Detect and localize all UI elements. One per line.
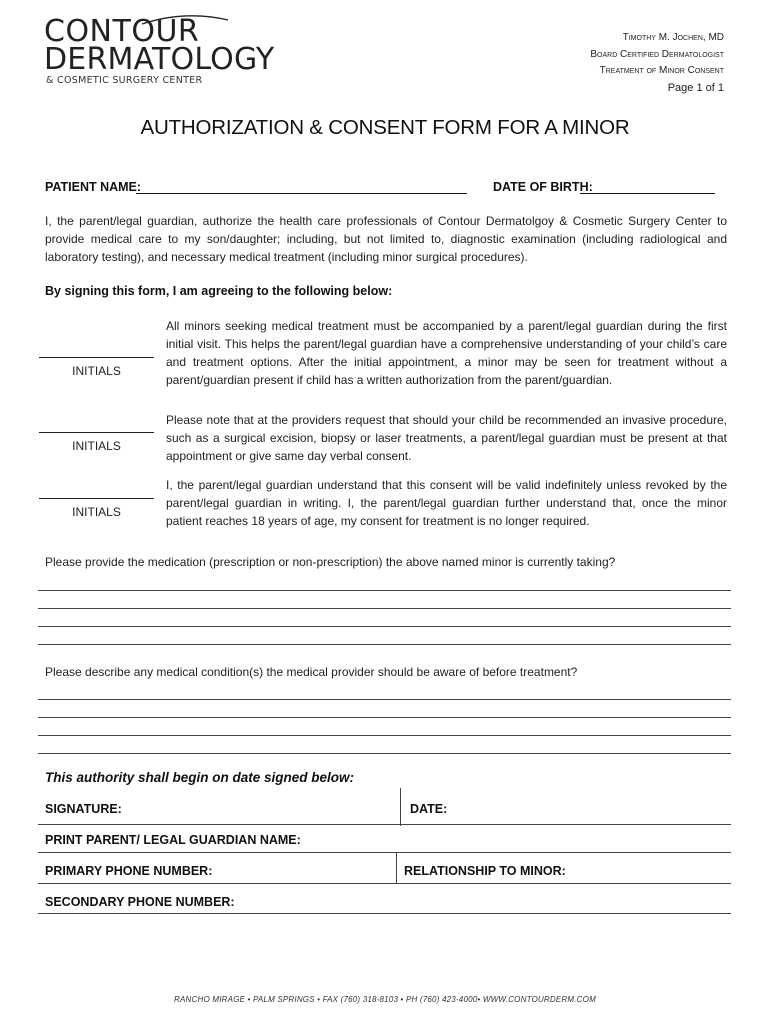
- signature-row-line[interactable]: [38, 824, 731, 825]
- print-name-label: PRINT PARENT/ LEGAL GUARDIAN NAME:: [45, 833, 301, 847]
- initials-field-2[interactable]: [39, 432, 154, 433]
- agreement-heading: By signing this form, I am agreeing to the following below:: [45, 284, 393, 298]
- initials-label-2: INITIALS: [72, 439, 121, 453]
- document-header: [590, 30, 724, 96]
- logo-line-3: & COSMETIC SURGERY CENTER: [46, 75, 203, 86]
- initials-label-3: INITIALS: [72, 505, 121, 519]
- footer-contact: RANCHO MIRAGE • PALM SPRINGS • FAX (760) 318-8103 • PH (760) 423-4000• WWW.CONTOURDERM.COM: [174, 995, 596, 1004]
- initials-field-3[interactable]: [39, 498, 154, 499]
- agreement-text-1: All minors seeking medical treatment must be accompanied by a parent/legal guardian during the first initial visit. This helps the parent/legal guardian have a comprehensive understanding of your child’s care and treatment options. After the initial appointment, a minor may be seen for treatment without a parent/guardian present if child has a written authorization from the parent/guardian.: [166, 319, 727, 387]
- condition-line-4[interactable]: [38, 753, 731, 754]
- dob-field[interactable]: [580, 180, 715, 194]
- medication-line-2[interactable]: [38, 608, 731, 609]
- medication-line-4[interactable]: [38, 644, 731, 645]
- phone-row-line[interactable]: [38, 883, 731, 884]
- logo-line-2: DERMATOLOGY: [44, 42, 275, 77]
- print-name-line[interactable]: [38, 852, 731, 853]
- doctor-credential: Board Certified Dermatologist: [590, 48, 724, 60]
- initials-field-1[interactable]: [39, 357, 154, 358]
- condition-line-1[interactable]: [38, 699, 731, 700]
- patient-name-label: PATIENT NAME:: [45, 180, 142, 194]
- document-type: Treatment of Minor Consent: [599, 65, 724, 76]
- signature-divider: [400, 788, 401, 826]
- medication-line-3[interactable]: [38, 626, 731, 627]
- medication-line-1[interactable]: [38, 590, 731, 591]
- initials-label-1: INITIALS: [72, 364, 121, 378]
- doctor-name: Timothy M. Jochen, MD: [622, 32, 724, 43]
- agreement-text-2: Please note that at the providers request that should your child be recommended an invasive procedure, such as a surgical excision, biopsy or laser treatments, a parent/legal guardian must be present at that appointment or give same day verbal consent.: [166, 413, 727, 463]
- condition-question: Please describe any medical condition(s) the medical provider should be aware of before treatment?: [45, 665, 578, 679]
- secondary-phone-label: SECONDARY PHONE NUMBER:: [45, 895, 235, 909]
- date-label: DATE:: [410, 802, 448, 816]
- condition-line-2[interactable]: [38, 717, 731, 718]
- patient-name-field[interactable]: [136, 180, 467, 194]
- form-title: AUTHORIZATION & CONSENT FORM FOR A MINOR: [140, 116, 630, 139]
- dob-label: DATE OF BIRTH:: [493, 180, 593, 194]
- condition-line-3[interactable]: [38, 735, 731, 736]
- logo-line-1: CONTOUR: [44, 14, 200, 49]
- phone-divider: [396, 852, 397, 884]
- relationship-label: RELATIONSHIP TO MINOR:: [404, 864, 566, 878]
- page-number: Page 1 of 1: [667, 81, 724, 94]
- agreement-text-3: I, the parent/legal guardian understand that this consent will be valid indefinitely unless revoked by the parent/legal guardian in writing. I, the parent/legal guardian further understand that, once the minor patient reaches 18 years of age, my consent for treatment is no longer required.: [166, 478, 727, 528]
- clinic-logo: [44, 14, 275, 90]
- signature-label: SIGNATURE:: [45, 802, 122, 816]
- primary-phone-label: PRIMARY PHONE NUMBER:: [45, 864, 213, 878]
- medication-question: Please provide the medication (prescription or non-prescription) the above named minor is currently taking?: [45, 555, 616, 569]
- intro-paragraph: I, the parent/legal guardian, authorize the health care professionals of Contour Dermatolgoy & Cosmetic Surgery Center to provide medical care to my son/daughter; including, but not limited to, diagnostic examination (including radiological and laboratory testing), and necessary medical treatment (including minor surgical procedures).: [45, 214, 727, 264]
- secondary-phone-line[interactable]: [38, 913, 731, 914]
- authority-heading: This authority shall begin on date signed below:: [45, 770, 355, 785]
